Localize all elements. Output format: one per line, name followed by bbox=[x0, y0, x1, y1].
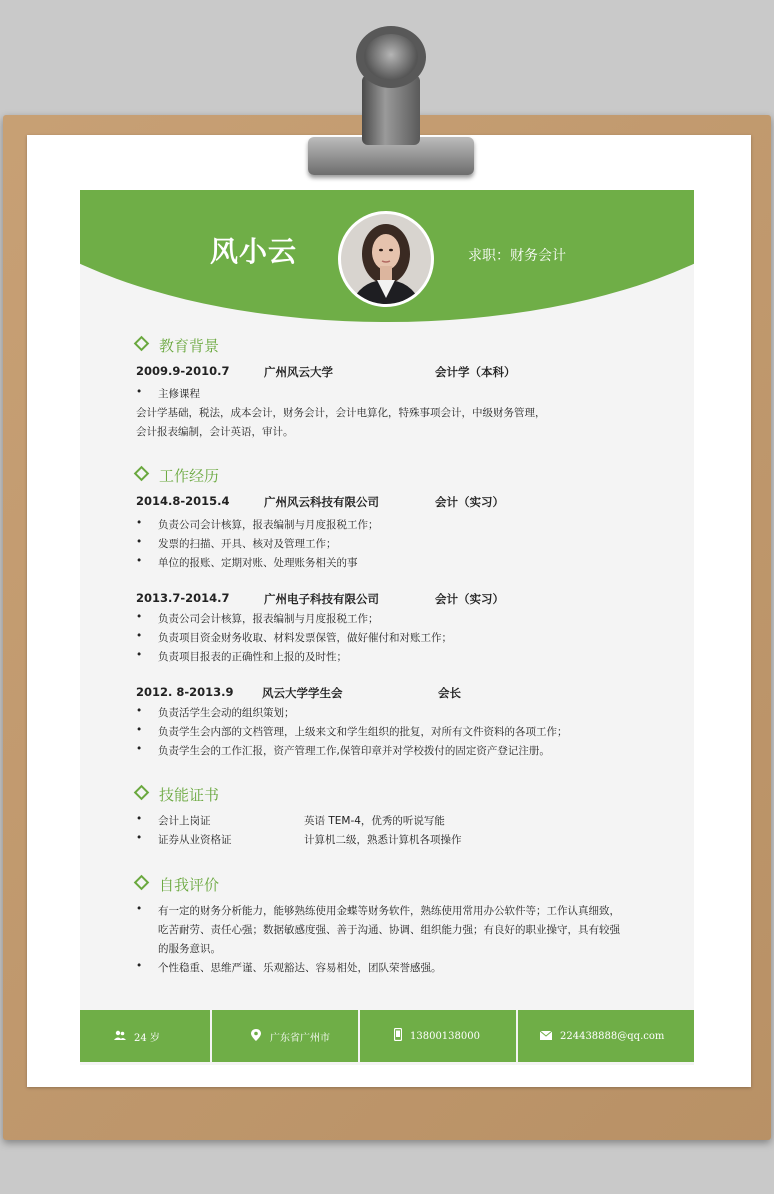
resume-page bbox=[80, 190, 694, 1065]
bullet-icon: • bbox=[136, 813, 143, 825]
job-duty: 负责学生会的工作汇报，资产管理工作,保管印章并对学校拨付的固定资产登记注册。 bbox=[158, 745, 550, 757]
diamond-icon bbox=[134, 336, 150, 352]
job-duty: 负责活学生会动的组织策划； bbox=[158, 707, 295, 719]
phone-cell bbox=[360, 1010, 516, 1062]
contact-footer bbox=[80, 1010, 694, 1062]
job-objective: 求职：财务会计 bbox=[468, 248, 566, 264]
age-cell bbox=[80, 1010, 210, 1062]
diamond-icon bbox=[134, 875, 150, 891]
job-role: 会计（实习） bbox=[435, 495, 504, 509]
email-text: 224438888@qq.com bbox=[560, 1030, 665, 1042]
bullet-icon: • bbox=[136, 555, 143, 567]
bullet-icon: • bbox=[136, 536, 143, 548]
bullet-icon: • bbox=[136, 903, 143, 915]
self-evaluation-line: 吃苦耐劳、责任心强；数据敏感度强、善于沟通、协调、组织能力强；有良好的职业操守，具有较强 bbox=[158, 924, 620, 936]
skill-detail: 英语 TEM-4，优秀的听说写能 bbox=[304, 815, 445, 827]
portrait-photo bbox=[341, 214, 431, 304]
self-evaluation-line: 个性稳重、思维严谨、乐观豁达、容易相处，团队荣誉感强。 bbox=[158, 962, 442, 974]
bullet-icon: • bbox=[136, 517, 143, 529]
education-major: 会计学（本科） bbox=[435, 365, 516, 379]
education-school: 广州风云大学 bbox=[264, 365, 333, 379]
job-date: 2013.7-2014.7 bbox=[136, 591, 230, 605]
bullet-icon: • bbox=[136, 649, 143, 661]
education-courses-line: 会计学基础，税法，成本会计，财务会计，会计电算化，特殊事项会计，中级财务管理， bbox=[136, 407, 546, 419]
bullet-icon: • bbox=[136, 960, 143, 972]
self-evaluation-line: 有一定的财务分析能力，能够熟练使用金蝶等财务软件，熟练使用常用办公软件等；工作认真细致， bbox=[158, 905, 620, 917]
job-date: 2012. 8-2013.9 bbox=[136, 685, 234, 699]
job-duty: 负责项目资金财务收取、材料发票保管，做好催付和对账工作； bbox=[158, 632, 452, 644]
education-courses-line: 会计报表编制，会计英语，审计。 bbox=[136, 426, 294, 438]
bullet-icon: • bbox=[136, 743, 143, 755]
avatar bbox=[338, 211, 434, 307]
diamond-icon bbox=[134, 466, 150, 482]
location-pin-icon bbox=[250, 1029, 262, 1044]
job-company: 广州风云科技有限公司 bbox=[264, 495, 379, 509]
candidate-name: 风小云 bbox=[210, 235, 298, 268]
phone-icon bbox=[394, 1028, 402, 1044]
bullet-icon: • bbox=[136, 705, 143, 717]
job-company: 风云大学学生会 bbox=[262, 686, 343, 700]
job-role: 会计（实习） bbox=[435, 592, 504, 606]
job-duty: 负责公司会计核算，报表编制与月度报税工作； bbox=[158, 519, 379, 531]
job-company: 广州电子科技有限公司 bbox=[264, 592, 379, 606]
age-text: 24 岁 bbox=[134, 1032, 160, 1044]
bullet-icon: • bbox=[136, 386, 143, 398]
education-courses-label: 主修课程 bbox=[158, 388, 200, 400]
bullet-icon: • bbox=[136, 611, 143, 623]
job-duty: 负责学生会内部的文档管理，上级来文和学生组织的批复，对所有文件资料的各项工作； bbox=[158, 726, 568, 738]
self-evaluation-heading: 自我评价 bbox=[136, 874, 219, 895]
skill-certificate: 证券从业资格证 bbox=[158, 834, 232, 846]
work-heading: 工作经历 bbox=[136, 465, 219, 486]
diamond-icon bbox=[134, 785, 150, 801]
job-duty: 负责项目报表的正确性和上报的及时性； bbox=[158, 651, 347, 663]
job-duty: 发票的扫描、开具、核对及管理工作； bbox=[158, 538, 337, 550]
skill-detail: 计算机二级，熟悉计算机各项操作 bbox=[304, 834, 462, 846]
skill-certificate: 会计上岗证 bbox=[158, 815, 211, 827]
mail-icon bbox=[540, 1030, 552, 1043]
job-date: 2014.8-2015.4 bbox=[136, 494, 230, 508]
phone-text: 13800138000 bbox=[410, 1030, 480, 1042]
location-text: 广东省广州市 bbox=[270, 1032, 330, 1044]
email-cell bbox=[518, 1010, 694, 1062]
education-heading: 教育背景 bbox=[136, 335, 219, 356]
job-duty: 单位的报账、定期对账、处理账务相关的事 bbox=[158, 557, 358, 569]
job-duty: 负责公司会计核算，报表编制与月度报税工作； bbox=[158, 613, 379, 625]
bullet-icon: • bbox=[136, 832, 143, 844]
bullet-icon: • bbox=[136, 630, 143, 642]
self-evaluation-line: 的服务意识。 bbox=[158, 943, 221, 955]
skills-heading: 技能证书 bbox=[136, 784, 219, 805]
job-role: 会长 bbox=[438, 686, 461, 700]
bullet-icon: • bbox=[136, 724, 143, 736]
binder-clip-ring bbox=[356, 26, 426, 88]
users-icon bbox=[114, 1030, 126, 1043]
location-cell bbox=[212, 1010, 358, 1062]
education-date: 2009.9-2010.7 bbox=[136, 364, 230, 378]
